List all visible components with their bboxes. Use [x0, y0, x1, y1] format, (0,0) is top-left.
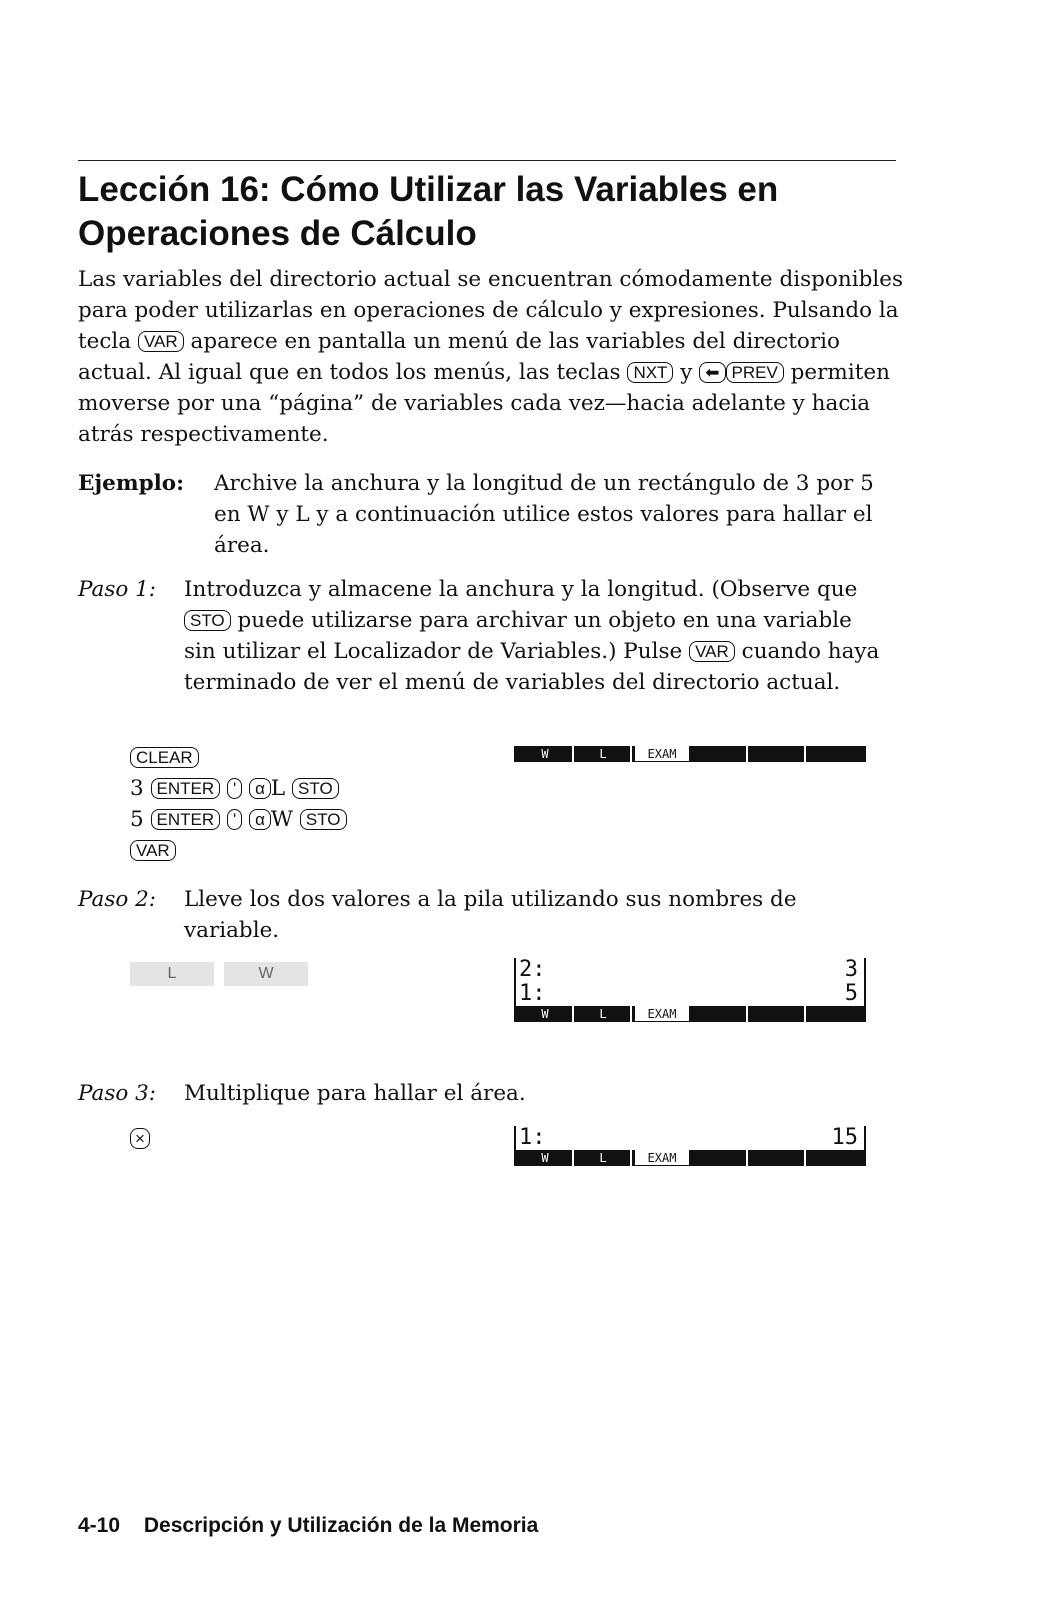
page-number: 4-10 [78, 1514, 121, 1537]
enter-key: ENTER [151, 778, 221, 799]
step1-text [184, 574, 884, 698]
menu-key-empty [808, 1006, 862, 1022]
var-key: VAR [130, 840, 176, 861]
step1-text-3: cuando haya terminado de ver el menú de variables del directorio actual. [184, 639, 880, 695]
menu-key-empty [750, 746, 806, 762]
example-text: Archive la anchura y la longitud de un rectángulo de 3 por 5 en W y L y a continuación utilice estos valores para hallar el área. [214, 471, 874, 558]
nxt-key: NXT [627, 362, 673, 383]
menu-key-l: L [576, 1150, 632, 1166]
menu-bar [516, 1006, 864, 1022]
letter: W [270, 807, 294, 832]
menu-key-empty [750, 1150, 806, 1166]
tick-key: ' [227, 778, 242, 799]
lesson-title: Lección 16: Cómo Utilizar las Variables en Operaciones de Cálculo [78, 170, 779, 253]
intro-text-4: permiten moverse por una “página” de variables cada vez—hacia adelante y hacia atrás respectivamente. [78, 360, 890, 447]
top-rule [78, 160, 896, 161]
step1-text-1: Introduzca y almacene la anchura y la longitud. (Observe que [184, 577, 858, 602]
intro-paragraph [78, 264, 908, 450]
step2-label: Paso 2: [78, 887, 157, 912]
menu-key-exam: EXAM [634, 1150, 690, 1166]
menu-key-l: L [576, 1006, 632, 1022]
keyseq-var [130, 835, 176, 866]
keyseq-line-2 [130, 773, 339, 804]
keyseq-clear [130, 742, 199, 773]
clear-key: CLEAR [130, 747, 199, 768]
step1-text-2: puede utilizarse para archivar un objeto en una variable sin utilizar el Localizador de Variables.) Pulse [184, 608, 852, 664]
sto-key: STO [292, 778, 339, 799]
intro-text-1: Las variables del directorio actual se encuentran cómodamente disponibles para poder utilizarlas en operaciones de cálculo y expresiones. Pulsando la tecla [78, 267, 903, 354]
menu-bar [516, 746, 864, 762]
var-key: VAR [138, 331, 184, 352]
enter-key: ENTER [151, 809, 221, 830]
menu-bar [516, 1150, 864, 1166]
step3-label: Paso 3: [78, 1081, 157, 1106]
multiply-key: × [130, 1128, 150, 1149]
alpha-key: α [249, 809, 271, 830]
menu-key-l: L [576, 746, 632, 762]
keyseq-line-3 [130, 804, 347, 835]
stack-value: 15 [831, 1125, 858, 1150]
softkey-sequence [130, 962, 308, 986]
multiply-keystroke [130, 1128, 150, 1149]
menu-key-empty [808, 1150, 862, 1166]
intro-text-2: aparece en pantalla un menú de las variables del directorio actual. Al igual que en todos los menús, las teclas [78, 329, 840, 385]
menu-key-empty [692, 1006, 748, 1022]
calculator-screen-step2 [514, 958, 866, 1022]
letter: L [270, 776, 286, 801]
menu-key-empty [692, 746, 748, 762]
menu-key-w: W [518, 746, 574, 762]
digit: 3 [130, 776, 144, 801]
softkey-l: L [130, 962, 214, 986]
step2-text: Lleve los dos valores a la pila utilizando sus nombres de variable. [184, 887, 797, 943]
stack-value: 5 [844, 981, 858, 1006]
menu-key-w: W [518, 1150, 574, 1166]
page-footer [78, 1514, 538, 1538]
menu-key-empty [692, 1150, 748, 1166]
menu-key-w: W [518, 1006, 574, 1022]
menu-key-exam: EXAM [634, 1006, 690, 1022]
stack-level-2 [516, 958, 864, 982]
menu-key-empty [808, 746, 862, 762]
calculator-screen-step1 [514, 746, 866, 762]
sto-key: STO [184, 610, 231, 631]
alpha-key: α [249, 778, 271, 799]
calculator-screen-step3 [514, 1126, 866, 1166]
var-key: VAR [689, 641, 735, 662]
tick-key: ' [227, 809, 242, 830]
stack-level-1 [516, 1126, 864, 1150]
section-title: Descripción y Utilización de la Memoria [143, 1514, 539, 1537]
menu-key-empty [750, 1006, 806, 1022]
stack-value: 3 [844, 957, 858, 982]
sto-key: STO [300, 809, 347, 830]
step1-label: Paso 1: [78, 577, 157, 602]
intro-text-3: y [680, 360, 693, 385]
digit: 5 [130, 807, 144, 832]
left-shift-key: ⬅ [699, 362, 725, 383]
example-label: Ejemplo: [78, 471, 185, 496]
softkey-w: W [224, 962, 308, 986]
prev-key: PREV [726, 362, 784, 383]
stack-level-label: 2: [519, 957, 546, 982]
stack-level-label: 1: [519, 1125, 546, 1150]
stack-level-1 [516, 982, 864, 1006]
menu-key-exam: EXAM [634, 746, 690, 762]
stack-level-label: 1: [519, 981, 546, 1006]
step3-text: Multiplique para hallar el área. [184, 1081, 526, 1106]
